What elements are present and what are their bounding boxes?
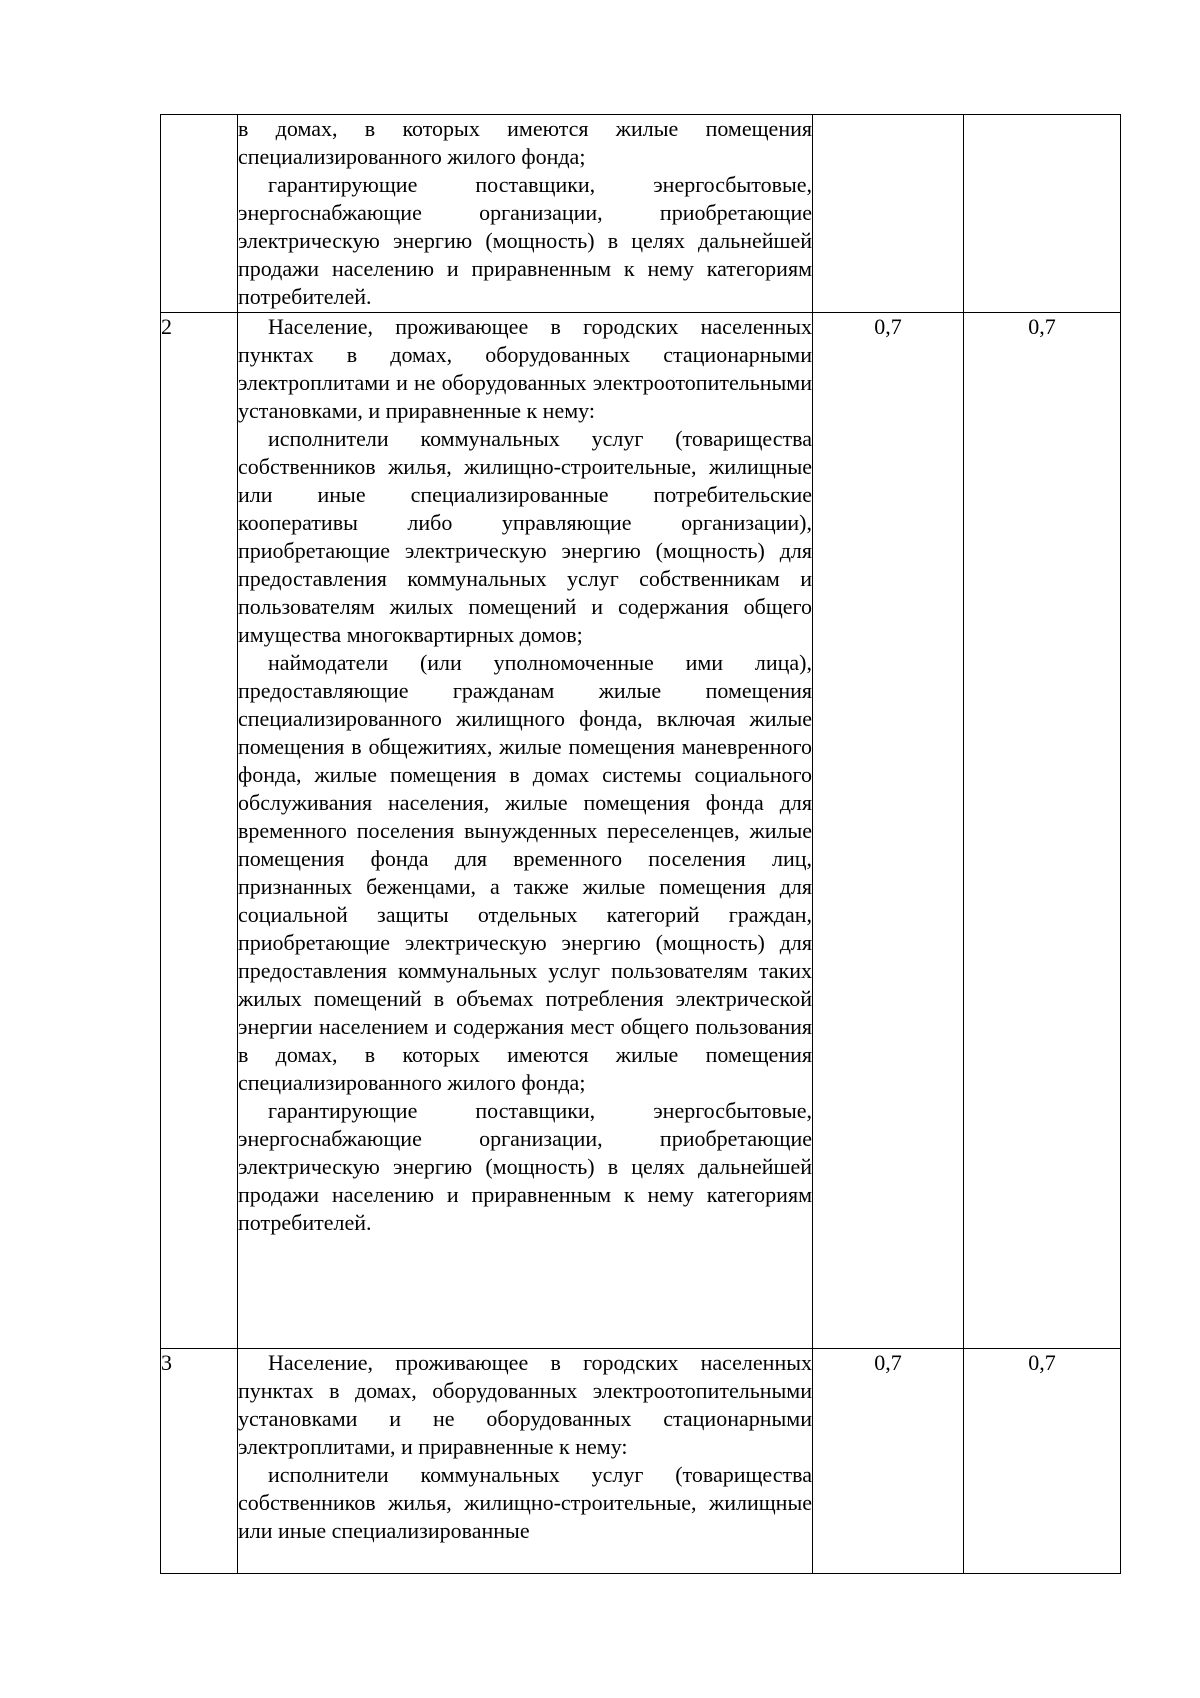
value2-cell: 0,7 <box>964 1349 1121 1574</box>
value1-cell <box>813 115 964 313</box>
paragraph: в домах, в которых имеются жилые помещения специализированного жилого фонда; <box>238 116 812 169</box>
paragraph: гарантирующие поставщики, энергосбытовые, энергоснабжающие организации, приобретающие электрическую энергию (мощность) в целях дальнейшей продажи населению и приравненным к нему категориям потребителей. <box>238 172 812 309</box>
paragraph: исполнители коммунальных услуг (товарищества собственников жилья, жилищно-строительные, жилищные или иные специализированные <box>238 1462 812 1543</box>
paragraph: гарантирующие поставщики, энергосбытовые, энергоснабжающие организации, приобретающие электрическую энергию (мощность) в целях дальнейшей продажи населению и приравненным к нему категориям потребителей. <box>238 1098 812 1235</box>
row-description-cell <box>238 115 813 313</box>
table-row <box>161 115 1121 313</box>
table-row <box>161 313 1121 1349</box>
table-row <box>161 1349 1121 1574</box>
value2-cell: 0,7 <box>964 313 1121 1349</box>
row-description-cell <box>238 1349 813 1574</box>
row-number-cell: 2 <box>161 313 238 1349</box>
paragraph: Население, проживающее в городских населенных пунктах в домах, оборудованных стационарными электроплитами и не оборудованных электроотопительными установками, и приравненные к нему: <box>238 314 812 423</box>
tariff-table <box>160 114 1121 1574</box>
value1-cell: 0,7 <box>813 1349 964 1574</box>
paragraph: наймодатели (или уполномоченные ими лица), предоставляющие гражданам жилые помещения специализированного жилищного фонда, включая жилые помещения в общежитиях, жилые помещения маневренного фонда, жилые помещения в домах системы социального обслуживания населения, жилые помещения фонда для временного поселения вынужденных переселенцев, жилые помещения фонда для временного поселения лиц, признанных беженцами, а также жилые помещения для социальной защиты отдельных категорий граждан, приобретающие электрическую энергию (мощность) для предоставления коммунальных услуг пользователям таких жилых помещений в объемах потребления электрической энергии населением и содержания мест общего пользования в домах, в которых имеются жилые помещения специализированного жилого фонда; <box>238 650 812 1095</box>
value1-cell: 0,7 <box>813 313 964 1349</box>
row-description-cell <box>238 313 813 1349</box>
paragraph: исполнители коммунальных услуг (товарищества собственников жилья, жилищно-строительные, жилищные или иные специализированные потребительские кооперативы либо управляющие организации), приобретающие электрическую энергию (мощность) для предоставления коммунальных услуг собственникам и пользователям жилых помещений и содержания общего имущества многоквартирных домов; <box>238 426 812 647</box>
value2-cell <box>964 115 1121 313</box>
row-number-cell: 3 <box>161 1349 238 1574</box>
paragraph: Население, проживающее в городских населенных пунктах в домах, оборудованных электроотопительными установками и не оборудованных стационарными электроплитами, и приравненные к нему: <box>238 1350 812 1459</box>
row-number-cell <box>161 115 238 313</box>
